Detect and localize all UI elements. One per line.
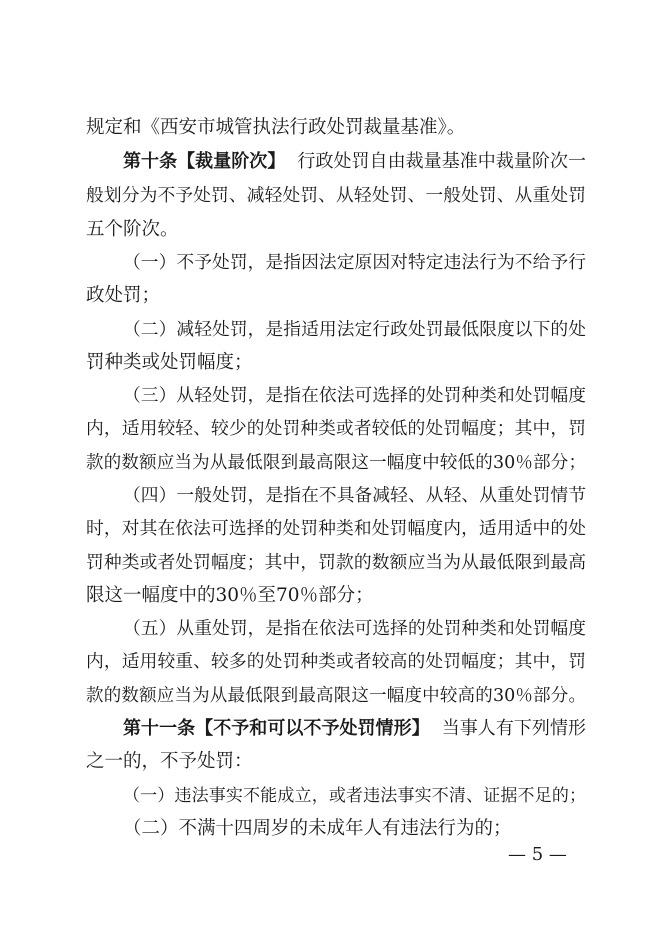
page-number: — 5 — xyxy=(508,844,567,865)
body-line: （二）减轻处罚，是指适用法定行政处罚最低限度以下的处 xyxy=(123,320,586,340)
body-line: 规定和《西安市城管执法行政处罚裁量基准》。 xyxy=(86,117,466,138)
body-line-text: 行政处罚自由裁量基准中裁量阶次一 xyxy=(297,151,586,172)
body-line: 限这一幅度中的30％至70％部分； xyxy=(86,585,374,606)
body-line: 内，适用较轻、较少的处罚种类或者较低的处罚幅度；其中，罚 xyxy=(86,419,586,439)
body-line: 内，适用较重、较多的处罚种类或者较高的处罚幅度；其中，罚 xyxy=(86,652,586,672)
body-line: 款的数额应当为从最低限到最高限这一幅度中较低的30％部分； xyxy=(86,453,586,473)
body-line: 般划分为不予处罚、减轻处罚、从轻处罚、一般处罚、从重处罚 xyxy=(86,186,586,206)
body-line: 罚种类或处罚幅度； xyxy=(86,352,253,373)
body-line: （一）违法事实不能成立，或者违法事实不清、证据不足的； xyxy=(123,786,586,806)
body-line: 罚种类或者处罚幅度；其中，罚款的数额应当为从最低限到最高 xyxy=(86,553,586,573)
body-line: 政处罚； xyxy=(86,285,161,306)
body-line-text: 当事人有下列情形 xyxy=(441,718,586,739)
body-line: 之一的，不予处罚： xyxy=(86,751,253,772)
article-11-title: 第十一条【不予和可以不予处罚情形】 xyxy=(123,718,430,739)
article-11-heading-line xyxy=(123,714,586,744)
body-line: （三）从轻处罚，是指在依法可选择的处罚种类和处罚幅度 xyxy=(123,386,586,406)
body-line: （四）一般处罚，是指在不具备减轻、从轻、从重处罚情节 xyxy=(123,486,586,506)
body-line: 五个阶次。 xyxy=(86,219,179,240)
body-line: （五）从重处罚，是指在依法可选择的处罚种类和处罚幅度 xyxy=(123,619,586,639)
body-line: （二）不满十四周岁的未成年人有违法行为的； xyxy=(123,818,512,839)
body-line: （一）不予处罚，是指因法定原因对特定违法行为不给予行 xyxy=(123,253,586,273)
body-line: 时，对其在依法可选择的处罚种类和处罚幅度内，适用适中的处 xyxy=(86,519,586,539)
article-10-heading-line xyxy=(123,147,586,177)
article-10-title: 第十条【裁量阶次】 xyxy=(123,151,286,172)
body-line: 款的数额应当为从最低限到最高限这一幅度中较高的30％部分。 xyxy=(86,686,586,706)
